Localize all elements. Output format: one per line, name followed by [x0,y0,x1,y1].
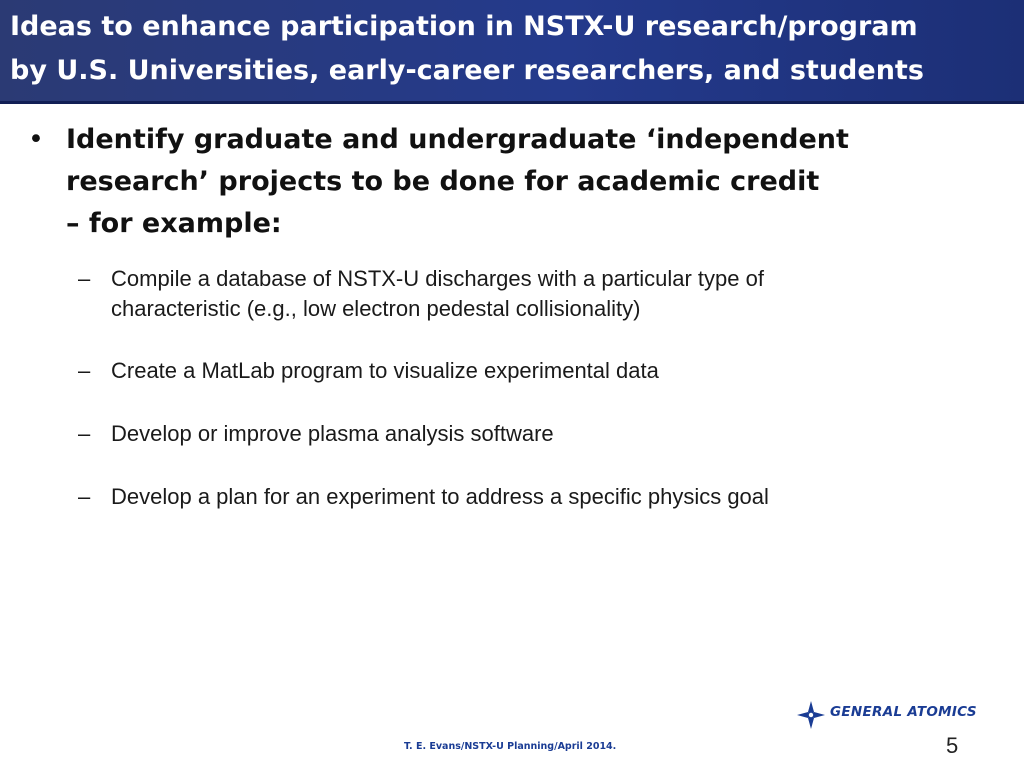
sub-bullet-marker: – [78,421,91,446]
main-bullet-line-2: research’ projects to be done for academic credit [66,166,820,197]
page-number: 5 [946,733,959,758]
logo-text: GENERAL ATOMICS [830,704,977,720]
sub-bullet-text: Compile a database of NSTX-U discharges with a particular type of [111,266,764,291]
bullet-marker: • [28,124,44,155]
sub-bullet-text: Create a MatLab program to visualize experimental data [111,358,659,383]
sub-bullet-text-line-2: characteristic (e.g., low electron pedestal collisionality) [111,296,641,321]
footer-citation: T. E. Evans/NSTX-U Planning/April 2014. [404,741,617,752]
main-bullet-line-3: – for example: [66,208,282,239]
sub-bullet-marker: – [78,358,91,383]
title-bar [0,0,1024,104]
sub-bullet-text: Develop or improve plasma analysis software [111,421,554,446]
sub-bullet-text: Develop a plan for an experiment to address a specific physics goal [111,484,769,509]
sub-bullet-marker: – [78,266,91,291]
main-bullet-line-1: Identify graduate and undergraduate ‘independent [66,124,849,155]
general-atomics-logo [796,700,1006,730]
sub-bullet-marker: – [78,484,91,509]
slide-title-line-1: Ideas to enhance participation in NSTX-U research/program [10,11,918,42]
general-atomics-logo-icon [796,700,826,730]
slide-title-line-2: by U.S. Universities, early-career researchers, and students [10,55,924,86]
